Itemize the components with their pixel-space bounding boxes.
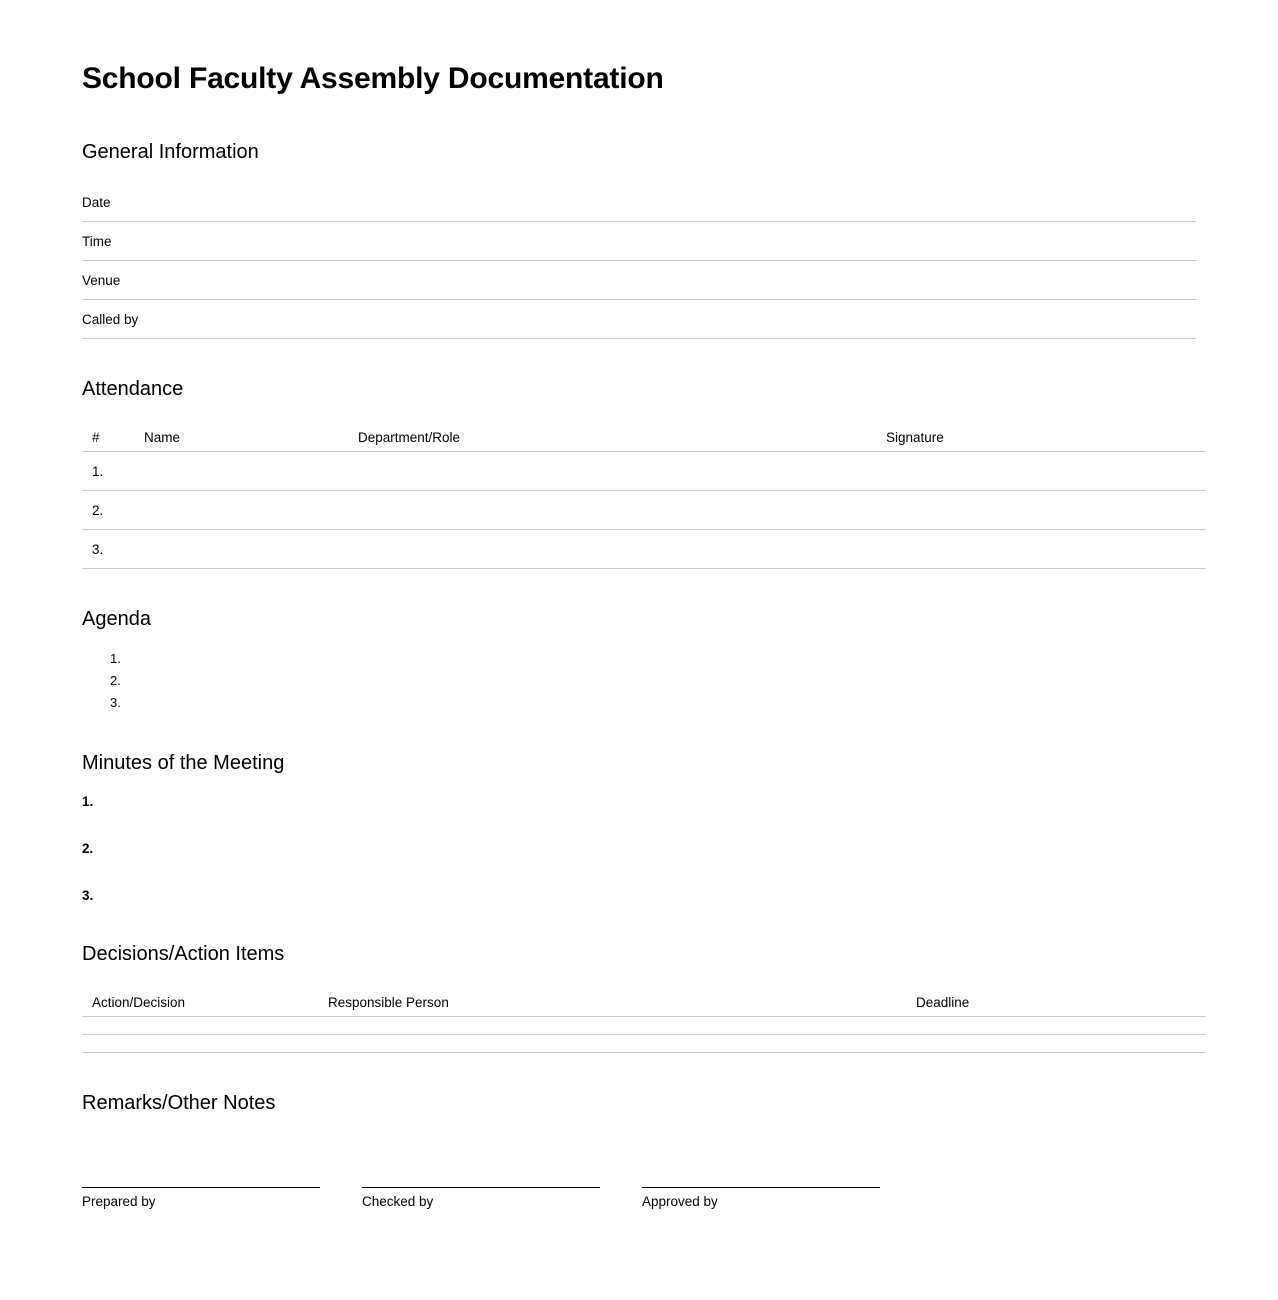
table-row <box>82 1017 1206 1035</box>
section-heading-general-information: General Information <box>82 141 259 163</box>
column-header-number: # <box>82 423 144 452</box>
column-header-action: Action/Decision <box>82 988 328 1017</box>
attendance-signature-cell[interactable] <box>886 491 1206 530</box>
general-info-value[interactable] <box>392 183 1196 222</box>
table-row <box>82 222 1196 261</box>
general-information-table <box>82 183 1196 339</box>
list-item[interactable]: 2. <box>110 672 121 688</box>
list-item[interactable]: 3. <box>82 888 94 904</box>
attendance-department-cell[interactable] <box>358 491 886 530</box>
general-info-value[interactable] <box>392 222 1196 261</box>
signature-field-checked-by <box>362 1187 600 1210</box>
attendance-department-cell[interactable] <box>358 530 886 569</box>
section-heading-decisions: Decisions/Action Items <box>82 943 285 966</box>
signature-label: Approved by <box>642 1194 718 1210</box>
column-header-name: Name <box>144 423 358 452</box>
list-item[interactable]: 3. <box>110 694 121 710</box>
decisions-table <box>82 988 1206 1053</box>
column-header-department: Department/Role <box>358 423 886 452</box>
general-info-label: Date <box>82 183 392 222</box>
list-item[interactable]: 1. <box>82 794 94 810</box>
general-info-value[interactable] <box>392 300 1196 339</box>
general-info-label: Called by <box>82 300 392 339</box>
attendance-signature-cell[interactable] <box>886 530 1206 569</box>
signature-field-prepared-by <box>82 1187 320 1210</box>
signature-label: Prepared by <box>82 1194 156 1210</box>
table-row <box>82 300 1196 339</box>
table-row <box>82 1035 1206 1053</box>
section-heading-remarks: Remarks/Other Notes <box>82 1092 276 1115</box>
remarks-input-area[interactable] <box>82 1115 1196 1187</box>
attendance-name-cell[interactable] <box>144 452 358 491</box>
section-heading-agenda: Agenda <box>82 608 151 630</box>
table-header-row <box>82 988 1206 1017</box>
signature-label: Checked by <box>362 1194 434 1210</box>
section-heading-attendance: Attendance <box>82 378 184 400</box>
column-header-signature: Signature <box>886 423 1206 452</box>
section-heading-minutes: Minutes of the Meeting <box>82 752 285 775</box>
attendance-table <box>82 423 1206 569</box>
decision-action-cell[interactable] <box>82 1017 328 1035</box>
attendance-row-number: 2. <box>82 491 144 530</box>
attendance-row-number: 1. <box>82 452 144 491</box>
general-info-label: Time <box>82 222 392 261</box>
table-row <box>82 261 1196 300</box>
minutes-list <box>82 795 1196 904</box>
general-info-label: Venue <box>82 261 392 300</box>
signature-field-approved-by <box>642 1187 880 1210</box>
table-row <box>82 452 1206 491</box>
decision-person-cell[interactable] <box>328 1035 916 1053</box>
attendance-department-cell[interactable] <box>358 452 886 491</box>
attendance-signature-cell[interactable] <box>886 452 1206 491</box>
page-title: School Faculty Assembly Documentation <box>82 62 664 95</box>
column-header-deadline: Deadline <box>916 988 1206 1017</box>
decision-action-cell[interactable] <box>82 1035 328 1053</box>
signature-block <box>82 1187 1196 1210</box>
decision-deadline-cell[interactable] <box>916 1017 1206 1035</box>
agenda-list <box>82 648 1196 713</box>
list-item[interactable]: 1. <box>110 651 121 666</box>
decision-deadline-cell[interactable] <box>916 1035 1206 1053</box>
column-header-person: Responsible Person <box>328 988 916 1017</box>
general-info-value[interactable] <box>392 261 1196 300</box>
attendance-name-cell[interactable] <box>144 530 358 569</box>
table-row <box>82 491 1206 530</box>
decision-person-cell[interactable] <box>328 1017 916 1035</box>
table-row <box>82 530 1206 569</box>
list-item[interactable]: 2. <box>82 841 94 857</box>
table-row <box>82 183 1196 222</box>
table-header-row <box>82 423 1206 452</box>
attendance-name-cell[interactable] <box>144 491 358 530</box>
attendance-row-number: 3. <box>82 530 144 569</box>
